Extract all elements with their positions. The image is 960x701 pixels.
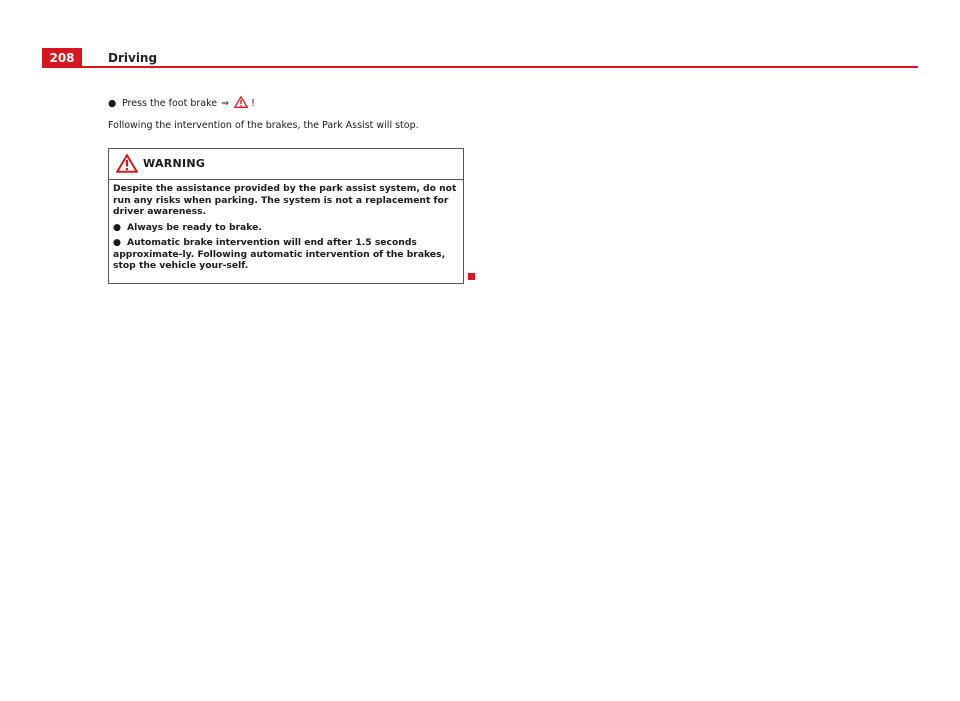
warning-bullet-text: Automatic brake intervention will end after 1.5 seconds approximate-ly. Following automatic intervention of the brakes, stop the vehicle your-self. (113, 237, 446, 271)
bullet-symbol: ● (113, 221, 122, 233)
warning-bullet (113, 222, 459, 234)
warning-body (109, 180, 463, 272)
warning-triangle-icon (234, 96, 248, 108)
page-number: 208 (42, 48, 82, 68)
header-divider (42, 66, 918, 68)
bullet-symbol: ● (108, 98, 117, 109)
warning-intro: Despite the assistance provided by the park assist system, do not run any risks when parking. The system is not a replacement for driver awareness. (113, 183, 457, 217)
step-bullet (108, 96, 468, 111)
step-text: Press the foot brake (122, 98, 218, 109)
warning-bullet-text: Always be ready to brake. (127, 221, 262, 233)
warning-title: WARNING (143, 157, 206, 170)
section-end-marker (468, 273, 475, 280)
warning-bullet (113, 237, 459, 272)
reference-arrow: ⇒ (221, 98, 230, 109)
page-header (42, 48, 918, 68)
warning-header (109, 149, 463, 180)
main-content (108, 96, 468, 133)
warning-box (108, 148, 464, 284)
bullet-symbol: ● (113, 237, 122, 248)
section-title: Driving (108, 51, 158, 65)
warning-triangle-icon (116, 154, 138, 173)
exclamation-mark: ! (251, 98, 255, 109)
info-paragraph: Following the intervention of the brakes, the Park Assist will stop. (108, 120, 419, 131)
